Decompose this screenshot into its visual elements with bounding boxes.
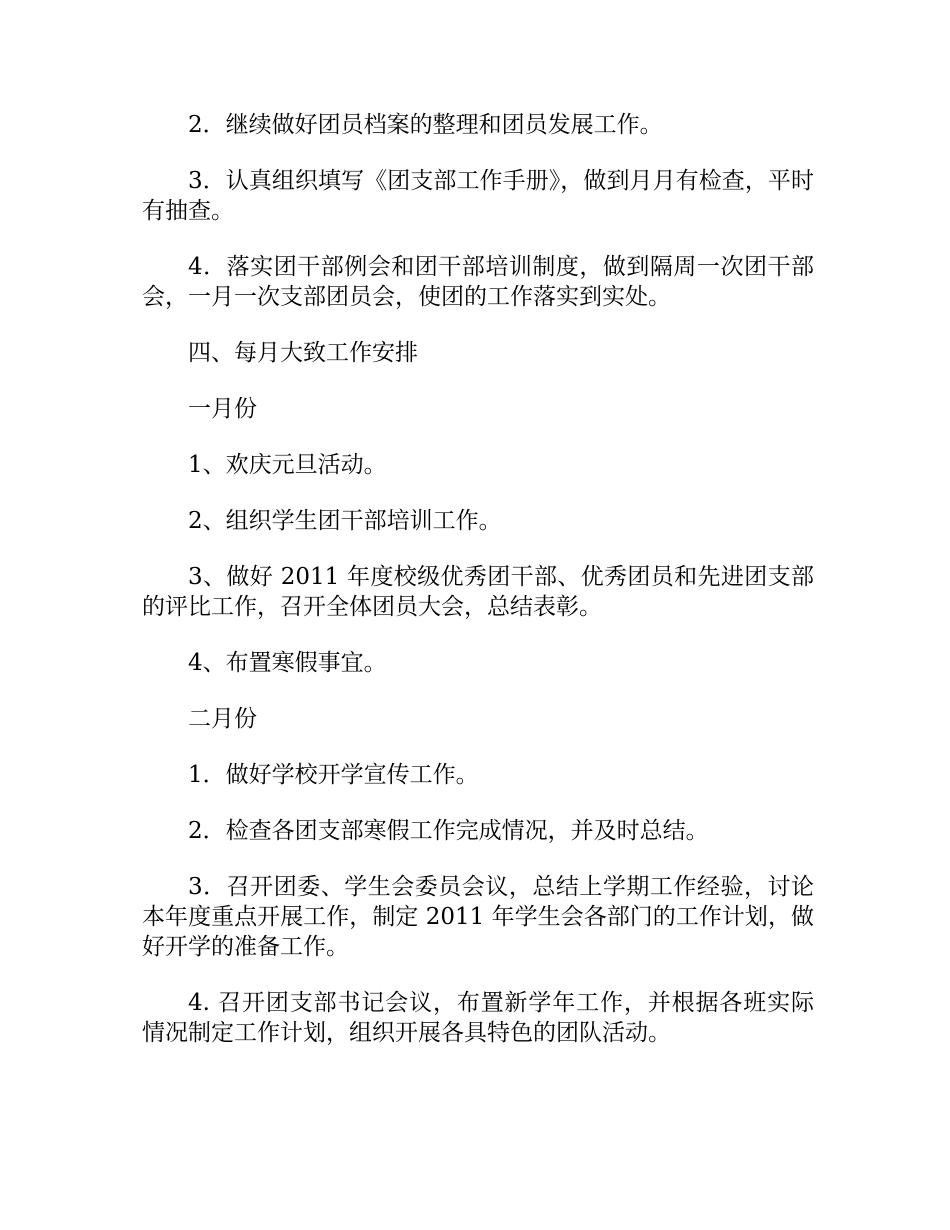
- month-heading: 二月份: [188, 706, 257, 732]
- month-heading: 一月份: [188, 396, 257, 422]
- paragraph: 3、做好 2011 年度校级优秀团干部、优秀团员和先进团支部的评比工作，召开全体团员大会，总结表彰。: [142, 564, 814, 620]
- paragraph: 3．认真组织填写《团支部工作手册》，做到月月有检查，平时有抽查。: [142, 168, 814, 224]
- paragraph: 4．落实团干部例会和团干部培训制度，做到隔周一次团干部会，一月一次支部团员会，使团的工作落实到实处。: [142, 254, 814, 310]
- document-body: [142, 110, 814, 1074]
- paragraph: 2．继续做好团员档案的整理和团员发展工作。: [188, 112, 663, 138]
- paragraph: 3．召开团委、学生会委员会议，总结上学期工作经验，讨论本年度重点开展工作，制定 2011 年学生会各部门的工作计划，做好开学的准备工作。: [142, 874, 814, 960]
- paragraph: 4、布置寒假事宜。: [188, 650, 387, 676]
- paragraph: 1、欢庆元旦活动。: [188, 452, 387, 478]
- paragraph: 1．做好学校开学宣传工作。: [188, 762, 479, 788]
- paragraph: 4. 召开团支部书记会议，布置新学年工作，并根据各班实际情况制定工作计划，组织开展各具特色的团队活动。: [142, 990, 814, 1046]
- paragraph: 2．检查各团支部寒假工作完成情况，并及时总结。: [188, 818, 709, 844]
- section-heading: 四、每月大致工作安排: [188, 340, 418, 366]
- paragraph: 2、组织学生团干部培训工作。: [188, 508, 502, 534]
